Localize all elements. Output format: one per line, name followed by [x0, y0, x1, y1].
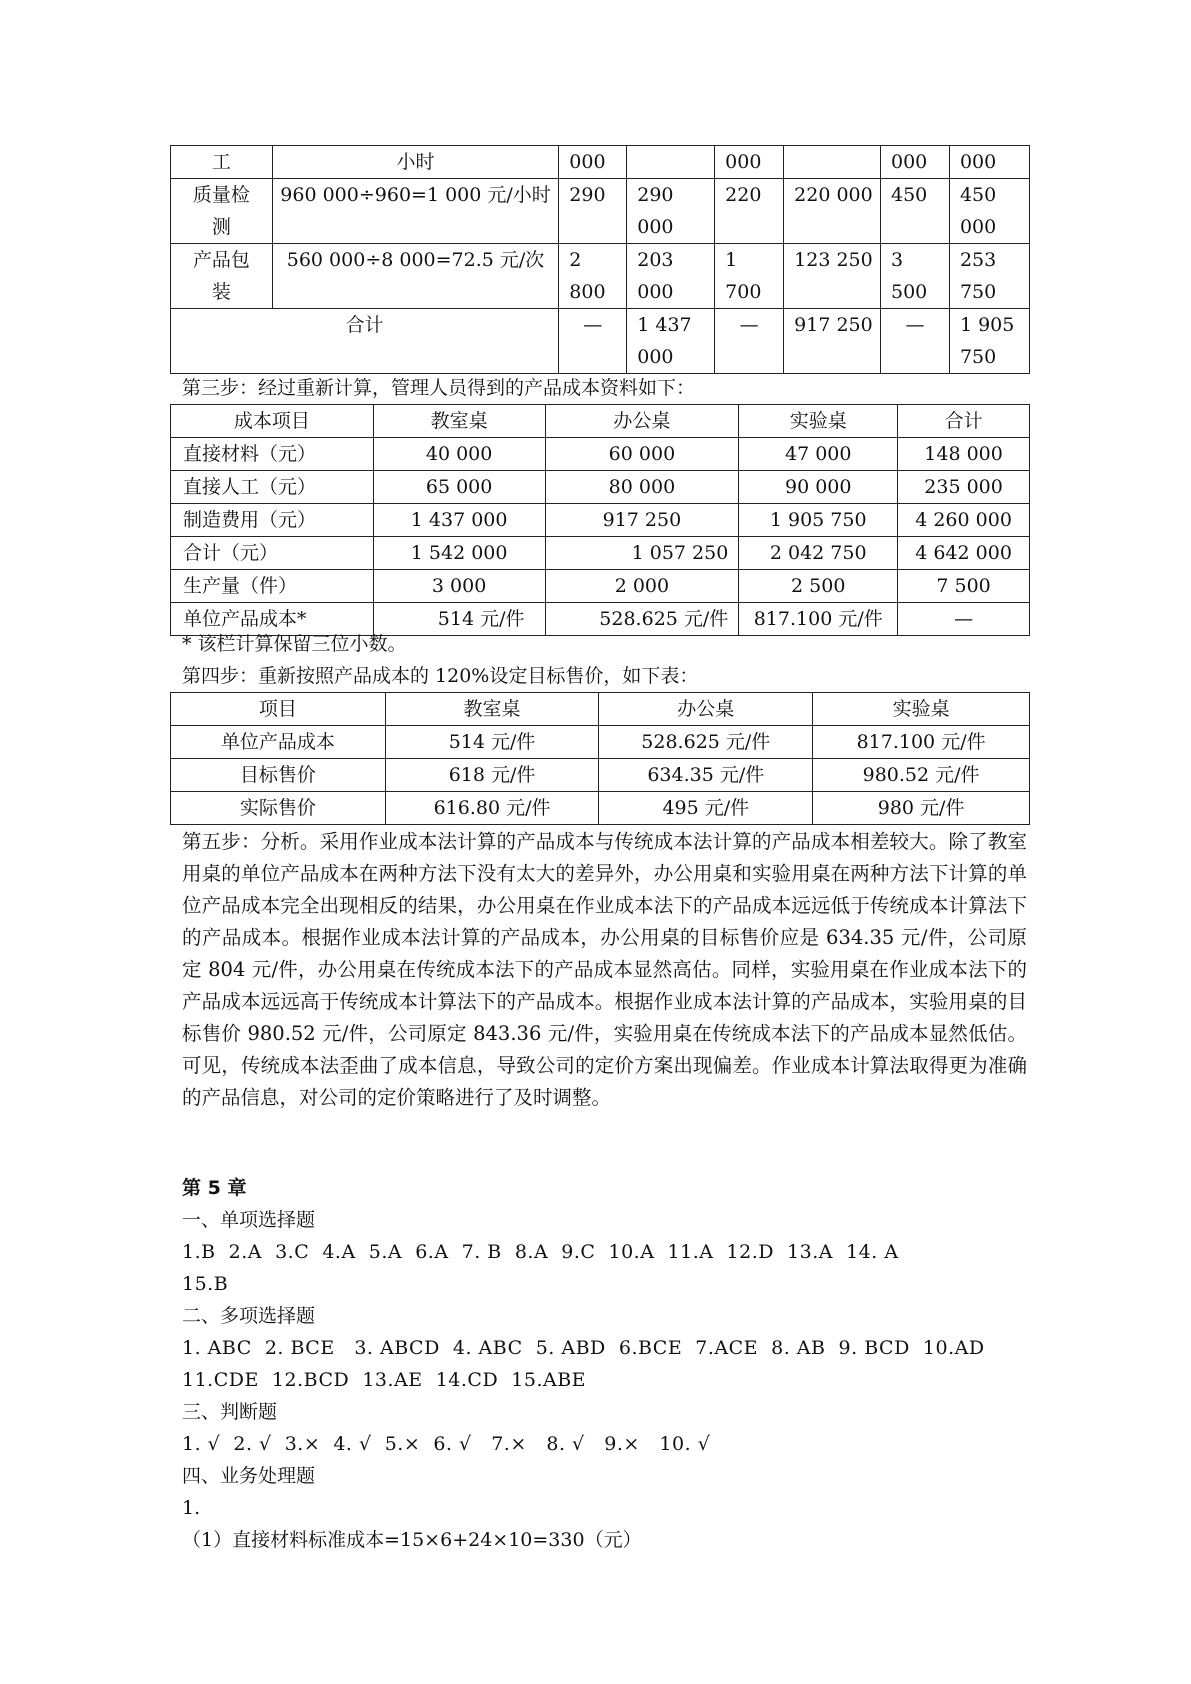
answer-line: 11.CDE 12.BCD 13.AE 14.CD 15.ABE [182, 1369, 587, 1391]
cell: 目标售价 [171, 759, 386, 792]
cell: 60 000 [545, 438, 739, 471]
cell: 495 元/件 [599, 792, 813, 825]
header-cell: 合计 [898, 405, 1030, 438]
cell: 产品包装 [171, 244, 273, 309]
cell: 1 437 000 [373, 504, 545, 537]
cell: 生产量（件） [171, 570, 374, 603]
step5-paragraph: 第五步：分析。采用作业成本法计算的产品成本与传统成本法计算的产品成本相差较大。除了教室用桌的单位产品成本在两种方法下没有太大的差异外，办公用桌和实验用桌在两种方法下计算的单位产品成本完全出现相反的结果，办公用桌在作业成本法下的产品成本远远低于传统成本计算法下的产品成本。根据作业成本法计算的产品成本，办公用桌的目标售价应是 634.35 元/件，公司原定 804 元/件，办公用桌在传统成本法下的产品成本显然高估。同样，实验用桌在作业成本法下的产品成本远远高于传统成本计算法下的产品成本。根据作业成本法计算的产品成本，实验用桌的目标售价 980.52 元/件，公司原定 843.36 元/件，实验用桌在传统成本法下的产品成本显然低估。可见，传统成本法歪曲了成本信息，导致公司的定价方案出现偏差。作业成本计算法取得更为准确的产品信息，对公司的定价策略进行了及时调整。 [182, 830, 1027, 1109]
cell: 528.625 元/件 [545, 603, 739, 636]
cell [784, 146, 881, 179]
cell: 实际售价 [171, 792, 386, 825]
section-heading: 四、业务处理题 [182, 1465, 316, 1487]
footnote: * 该栏计算保留三位小数。 [182, 633, 407, 655]
cell: 980 元/件 [813, 792, 1030, 825]
step3-text: 第三步：经过重新计算，管理人员得到的产品成本资料如下： [182, 377, 696, 399]
cell: 560 000÷8 000=72.5 元/次 [272, 244, 558, 309]
cell: 148 000 [898, 438, 1030, 471]
cell: 514 元/件 [373, 603, 545, 636]
cell: 960 000÷960=1 000 元/小时 [272, 179, 558, 244]
cell: 000 [880, 146, 949, 179]
cell: 80 000 [545, 471, 739, 504]
cell: 450 [880, 179, 949, 244]
cell: 000 [949, 146, 1029, 179]
cell: 65 000 [373, 471, 545, 504]
cell: 1 542 000 [373, 537, 545, 570]
cell: 直接材料（元） [171, 438, 374, 471]
header-cell: 教室桌 [373, 405, 545, 438]
cell: 1 700 [715, 244, 784, 309]
cell: 单位产品成本* [171, 603, 374, 636]
cell: — [559, 309, 627, 374]
cell: 2 000 [545, 570, 739, 603]
table-header-row [171, 693, 1030, 726]
cell: — [880, 309, 949, 374]
cell: 1 905 750 [739, 504, 898, 537]
table-row [171, 759, 1030, 792]
cell: 47 000 [739, 438, 898, 471]
header-cell: 教室桌 [385, 693, 599, 726]
cell: 000 [715, 146, 784, 179]
cell: 质量检测 [171, 179, 273, 244]
cell: 290 [559, 179, 627, 244]
cell: 616.80 元/件 [385, 792, 599, 825]
cell: 1 057 250 [545, 537, 739, 570]
cell: 123 250 [784, 244, 881, 309]
table-row [171, 309, 1030, 374]
cell: 1 905 750 [949, 309, 1029, 374]
cell: 917 250 [784, 309, 881, 374]
cell: 制造费用（元） [171, 504, 374, 537]
cell: 工 [171, 146, 273, 179]
cell: 528.625 元/件 [599, 726, 813, 759]
cell: 4 642 000 [898, 537, 1030, 570]
cell: 817.100 元/件 [739, 603, 898, 636]
cell: 220 [715, 179, 784, 244]
table-row [171, 179, 1030, 244]
header-cell: 实验桌 [813, 693, 1030, 726]
header-cell: 项目 [171, 693, 386, 726]
cell: 1 437 000 [627, 309, 715, 374]
cell: 450 000 [949, 179, 1029, 244]
cell: 917 250 [545, 504, 739, 537]
cell: 220 000 [784, 179, 881, 244]
cell: 40 000 [373, 438, 545, 471]
cell: 000 [559, 146, 627, 179]
cell: 7 500 [898, 570, 1030, 603]
section-heading: 三、判断题 [182, 1401, 278, 1423]
cell: — [898, 603, 1030, 636]
cell: 合计 [171, 309, 559, 374]
table-row [171, 792, 1030, 825]
cell: 小时 [272, 146, 558, 179]
table-row [171, 504, 1030, 537]
cell [627, 146, 715, 179]
table-row [171, 537, 1030, 570]
cell: 253 750 [949, 244, 1029, 309]
answer-line: 15.B [182, 1273, 229, 1295]
header-cell: 办公桌 [545, 405, 739, 438]
cell: 90 000 [739, 471, 898, 504]
cell: 3 000 [373, 570, 545, 603]
header-cell: 成本项目 [171, 405, 374, 438]
step4-text: 第四步：重新按照产品成本的 120%设定目标售价，如下表： [182, 665, 699, 687]
target-price-table [170, 692, 1030, 825]
problem-number: 1. [182, 1497, 201, 1519]
table-row [171, 726, 1030, 759]
activity-cost-table [170, 145, 1030, 374]
table-row [171, 244, 1030, 309]
cell: 直接人工（元） [171, 471, 374, 504]
section-heading: 一、单项选择题 [182, 1209, 316, 1231]
table-row [171, 471, 1030, 504]
cell: 2 500 [739, 570, 898, 603]
answer-line: 1. ABC 2. BCE 3. ABCD 4. ABC 5. ABD 6.BCE 7.ACE 8. AB 9. BCD 10.AD [182, 1337, 985, 1359]
cell: 4 260 000 [898, 504, 1030, 537]
cell: 235 000 [898, 471, 1030, 504]
section-heading: 二、多项选择题 [182, 1305, 316, 1327]
cell: 817.100 元/件 [813, 726, 1030, 759]
cell: 203 000 [627, 244, 715, 309]
cell: 单位产品成本 [171, 726, 386, 759]
cell: 980.52 元/件 [813, 759, 1030, 792]
cell: 3 500 [880, 244, 949, 309]
cell: 2 042 750 [739, 537, 898, 570]
table-header-row [171, 405, 1030, 438]
header-cell: 办公桌 [599, 693, 813, 726]
cell: 514 元/件 [385, 726, 599, 759]
table-row [171, 438, 1030, 471]
table-row [171, 570, 1030, 603]
cell: — [715, 309, 784, 374]
cell: 634.35 元/件 [599, 759, 813, 792]
cell: 2 800 [559, 244, 627, 309]
answer-line: 1. √ 2. √ 3.× 4. √ 5.× 6. √ 7.× 8. √ 9.× 10. √ [182, 1433, 711, 1455]
chapter-heading: 第 5 章 [182, 1177, 247, 1199]
answer-line: 1.B 2.A 3.C 4.A 5.A 6.A 7. B 8.A 9.C 10.A 11.A 12.D 13.A 14. A [182, 1241, 899, 1263]
cell: 618 元/件 [385, 759, 599, 792]
product-cost-table [170, 404, 1030, 636]
cell: 合计（元） [171, 537, 374, 570]
cell: 290 000 [627, 179, 715, 244]
table-row [171, 146, 1030, 179]
answer-line: （1）直接材料标准成本=15×6+24×10=330（元） [182, 1529, 642, 1551]
header-cell: 实验桌 [739, 405, 898, 438]
